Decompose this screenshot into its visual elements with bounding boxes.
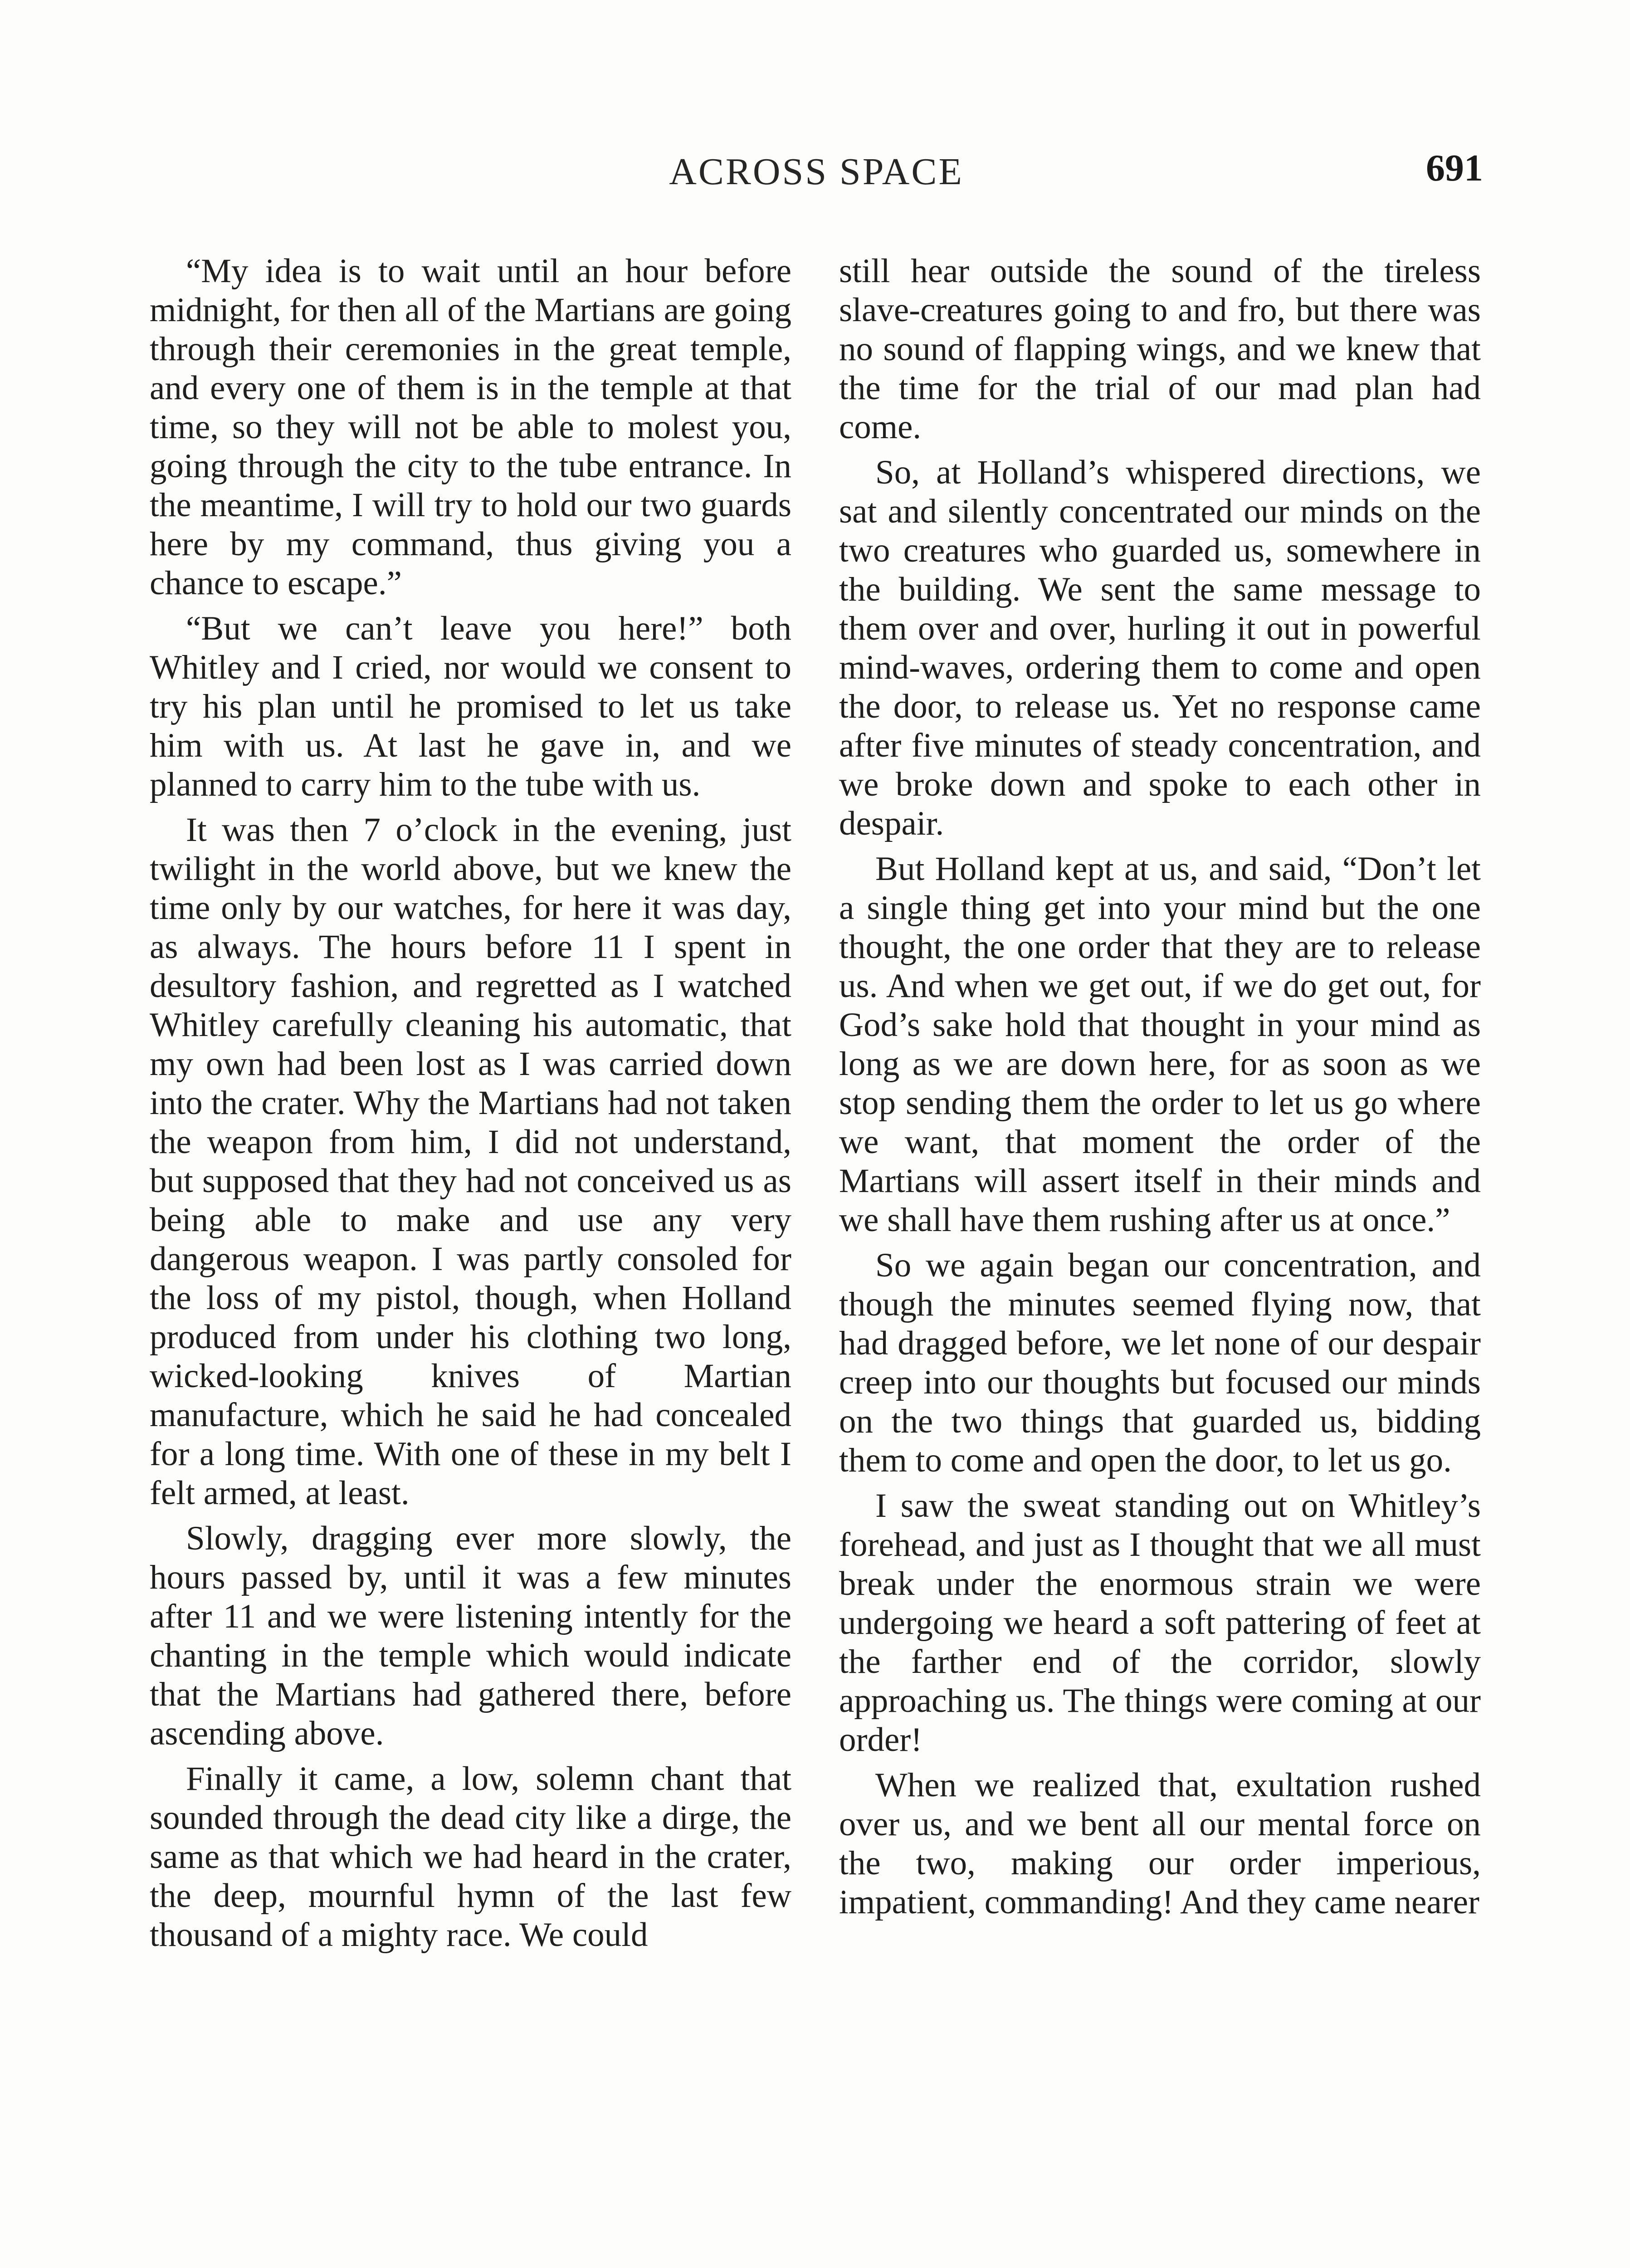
paragraph: So we again began our concentration, and though the minutes seemed flying now, that had dragged before, we let none of our despair creep into our thoughts but focused our minds on the two things that guarded us, bidding them to come and open the door, to let us go. (839, 1246, 1481, 1479)
paragraph: I saw the sweat standing out on Whitley’s forehead, and just as I thought that we all must break under the enormous strain we were undergoing we heard a soft pattering of feet at the farther end of the corridor, slowly approaching us. The things were coming at our order! (839, 1487, 1481, 1759)
paragraph: When we realized that, exultation rushed over us, and we bent all our mental force on the two, making our order imperious, impatient, commanding! And they came nearer (839, 1766, 1481, 1921)
paragraph: “My idea is to wait until an hour before midnight, for then all of the Martians are going through their ceremonies in the great temple, and every one of them is in the temple at that time, so they will not be able to molest you, going through the city to the tube entrance. In the meantime, I will try to hold our two guards here by my command, thus giving you a chance to escape.” (150, 252, 791, 602)
running-title: ACROSS SPACE (669, 151, 964, 193)
paragraph: Finally it came, a low, solemn chant that sounded through the dead city like a dirge, the same as that which we had heard in the crater, the deep, mournful hymn of the last few thousand of a mighty race. We could (150, 1760, 791, 1954)
paragraph: But Holland kept at us, and said, “Don’t let a single thing get into your mind but the one thought, the one order that they are to release us. And when we get out, if we do get out, for God’s sake hold that thought in your mind as long as we are down here, for as soon as we stop sending them the order to let us go where we want, that moment the order of the Martians will assert itself in their minds and we shall have them rushing after us at once.” (839, 850, 1481, 1239)
page-number: 691 (1426, 147, 1483, 189)
left-column (150, 252, 791, 1961)
right-column (839, 252, 1481, 1928)
paragraph: “But we can’t leave you here!” both Whitley and I cried, nor would we consent to try his plan until he promised to let us take him with us. At last he gave in, and we planned to carry him to the tube with us. (150, 610, 791, 803)
paragraph: So, at Holland’s whispered directions, we sat and silently concentrated our minds on the two creatures who guarded us, somewhere in the building. We sent the same message to them over and over, hurling it out in powerful mind-waves, ordering them to come and open the door, to release us. Yet no response came after five minutes of steady concentration, and we broke down and spoke to each other in despair. (839, 454, 1481, 842)
running-head (150, 147, 1483, 204)
paragraph: Slowly, dragging ever more slowly, the hours passed by, until it was a few minutes after 11 and we were listening intently for the chanting in the temple which would indicate that the Martians had gathered there, before ascending above. (150, 1520, 791, 1752)
paragraph: It was then 7 o’clock in the evening, just twilight in the world above, but we knew the time only by our watches, for here it was day, as always. The hours before 11 I spent in desultory fashion, and regretted as I watched Whitley carefully cleaning his automatic, that my own had been lost as I was carried down into the crater. Why the Martians had not taken the weapon from him, I did not understand, but supposed that they had not conceived us as being able to make and use any very dangerous weapon. I was partly consoled for the loss of my pistol, though, when Holland produced from under his clothing two long, wicked-looking knives of Martian manufacture, which he said he had concealed for a long time. With one of these in my belt I felt armed, at least. (150, 811, 791, 1512)
paragraph-continued: still hear outside the sound of the tireless slave-creatures going to and fro, but there was no sound of flapping wings, and we knew that the time for the trial of our mad plan had come. (839, 252, 1481, 446)
